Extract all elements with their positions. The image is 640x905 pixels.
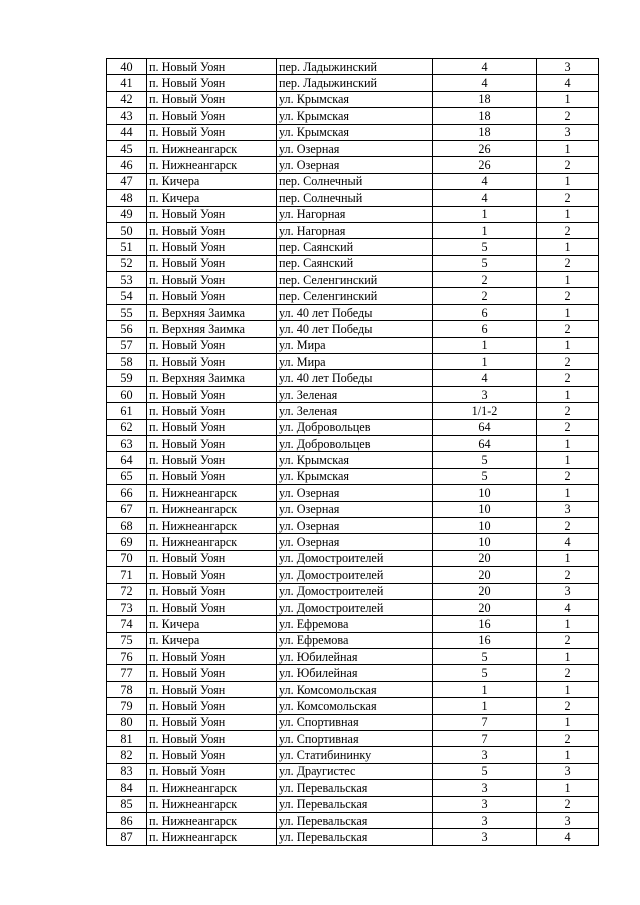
table-row	[107, 173, 599, 189]
apartment-number-cell: 1	[537, 780, 599, 796]
locality-cell: п. Нижнеангарск	[147, 780, 277, 796]
apartment-number-cell: 3	[537, 124, 599, 140]
locality-cell: п. Новый Уоян	[147, 731, 277, 747]
table-row	[107, 812, 599, 828]
locality-cell: п. Нижнеангарск	[147, 812, 277, 828]
apartment-number-cell: 3	[537, 763, 599, 779]
row-number-cell: 58	[107, 354, 147, 370]
house-number-cell: 1	[433, 681, 537, 697]
table-row	[107, 272, 599, 288]
locality-cell: п. Кичера	[147, 616, 277, 632]
row-number-cell: 82	[107, 747, 147, 763]
table-row	[107, 239, 599, 255]
street-cell: ул. Озерная	[277, 157, 433, 173]
locality-cell: п. Новый Уоян	[147, 599, 277, 615]
table-row	[107, 583, 599, 599]
table-row	[107, 763, 599, 779]
apartment-number-cell: 1	[537, 747, 599, 763]
street-cell: ул. Зеленая	[277, 386, 433, 402]
apartment-number-cell: 1	[537, 435, 599, 451]
locality-cell: п. Новый Уоян	[147, 403, 277, 419]
apartment-number-cell: 2	[537, 698, 599, 714]
locality-cell: п. Новый Уоян	[147, 567, 277, 583]
table-row	[107, 665, 599, 681]
house-number-cell: 7	[433, 731, 537, 747]
apartment-number-cell: 2	[537, 796, 599, 812]
apartment-number-cell: 3	[537, 812, 599, 828]
street-cell: ул. Нагорная	[277, 206, 433, 222]
locality-cell: п. Новый Уоян	[147, 468, 277, 484]
row-number-cell: 54	[107, 288, 147, 304]
locality-cell: п. Новый Уоян	[147, 386, 277, 402]
table-row	[107, 288, 599, 304]
house-number-cell: 3	[433, 829, 537, 845]
apartment-number-cell: 2	[537, 665, 599, 681]
street-cell: ул. Перевальская	[277, 796, 433, 812]
row-number-cell: 85	[107, 796, 147, 812]
street-cell: пер. Солнечный	[277, 173, 433, 189]
apartment-number-cell: 1	[537, 206, 599, 222]
apartment-number-cell: 3	[537, 59, 599, 75]
street-cell: ул. Крымская	[277, 452, 433, 468]
street-cell: ул. 40 лет Победы	[277, 370, 433, 386]
table-row	[107, 59, 599, 75]
street-cell: ул. Перевальская	[277, 780, 433, 796]
row-number-cell: 45	[107, 140, 147, 156]
apartment-number-cell: 1	[537, 239, 599, 255]
locality-cell: п. Новый Уоян	[147, 337, 277, 353]
row-number-cell: 52	[107, 255, 147, 271]
row-number-cell: 43	[107, 108, 147, 124]
locality-cell: п. Новый Уоян	[147, 108, 277, 124]
row-number-cell: 80	[107, 714, 147, 730]
apartment-number-cell: 1	[537, 714, 599, 730]
row-number-cell: 67	[107, 501, 147, 517]
locality-cell: п. Новый Уоян	[147, 272, 277, 288]
row-number-cell: 83	[107, 763, 147, 779]
house-number-cell: 6	[433, 321, 537, 337]
apartment-number-cell: 2	[537, 190, 599, 206]
street-cell: ул. Крымская	[277, 108, 433, 124]
apartment-number-cell: 1	[537, 452, 599, 468]
apartment-number-cell: 2	[537, 370, 599, 386]
table-row	[107, 796, 599, 812]
house-number-cell: 7	[433, 714, 537, 730]
apartment-number-cell: 3	[537, 583, 599, 599]
street-cell: пер. Саянский	[277, 239, 433, 255]
table-row	[107, 517, 599, 533]
house-number-cell: 2	[433, 288, 537, 304]
house-number-cell: 10	[433, 501, 537, 517]
house-number-cell: 4	[433, 370, 537, 386]
locality-cell: п. Новый Уоян	[147, 59, 277, 75]
apartment-number-cell: 4	[537, 534, 599, 550]
apartment-number-cell: 1	[537, 173, 599, 189]
apartment-number-cell: 2	[537, 632, 599, 648]
table-row	[107, 403, 599, 419]
row-number-cell: 76	[107, 649, 147, 665]
locality-cell: п. Новый Уоян	[147, 124, 277, 140]
row-number-cell: 68	[107, 517, 147, 533]
house-number-cell: 20	[433, 583, 537, 599]
street-cell: ул. Статибининку	[277, 747, 433, 763]
table-row	[107, 550, 599, 566]
street-cell: пер. Селенгинский	[277, 288, 433, 304]
apartment-number-cell: 2	[537, 157, 599, 173]
row-number-cell: 71	[107, 567, 147, 583]
street-cell: ул. Перевальская	[277, 812, 433, 828]
locality-cell: п. Новый Уоян	[147, 583, 277, 599]
table-row	[107, 255, 599, 271]
house-number-cell: 4	[433, 59, 537, 75]
house-number-cell: 16	[433, 632, 537, 648]
house-number-cell: 26	[433, 157, 537, 173]
house-number-cell: 3	[433, 386, 537, 402]
table-row	[107, 321, 599, 337]
house-number-cell: 4	[433, 75, 537, 91]
table-row	[107, 780, 599, 796]
locality-cell: п. Новый Уоян	[147, 763, 277, 779]
apartment-number-cell: 1	[537, 140, 599, 156]
house-number-cell: 5	[433, 468, 537, 484]
table-row	[107, 304, 599, 320]
address-table	[106, 58, 599, 846]
locality-cell: п. Новый Уоян	[147, 206, 277, 222]
house-number-cell: 18	[433, 108, 537, 124]
row-number-cell: 75	[107, 632, 147, 648]
house-number-cell: 1	[433, 698, 537, 714]
street-cell: пер. Ладыжинский	[277, 59, 433, 75]
house-number-cell: 1	[433, 206, 537, 222]
house-number-cell: 2	[433, 272, 537, 288]
street-cell: ул. Драугистес	[277, 763, 433, 779]
row-number-cell: 81	[107, 731, 147, 747]
apartment-number-cell: 1	[537, 616, 599, 632]
apartment-number-cell: 4	[537, 75, 599, 91]
row-number-cell: 62	[107, 419, 147, 435]
table-row	[107, 75, 599, 91]
house-number-cell: 1	[433, 354, 537, 370]
locality-cell: п. Новый Уоян	[147, 75, 277, 91]
locality-cell: п. Новый Уоян	[147, 747, 277, 763]
street-cell: ул. Домостроителей	[277, 583, 433, 599]
locality-cell: п. Новый Уоян	[147, 91, 277, 107]
table-row	[107, 534, 599, 550]
locality-cell: п. Новый Уоян	[147, 698, 277, 714]
street-cell: ул. Комсомольская	[277, 698, 433, 714]
row-number-cell: 87	[107, 829, 147, 845]
table-row	[107, 354, 599, 370]
table-row	[107, 567, 599, 583]
locality-cell: п. Нижнеангарск	[147, 485, 277, 501]
row-number-cell: 41	[107, 75, 147, 91]
row-number-cell: 78	[107, 681, 147, 697]
locality-cell: п. Нижнеангарск	[147, 157, 277, 173]
locality-cell: п. Кичера	[147, 173, 277, 189]
apartment-number-cell: 4	[537, 599, 599, 615]
house-number-cell: 4	[433, 190, 537, 206]
house-number-cell: 5	[433, 239, 537, 255]
street-cell: ул. Мира	[277, 337, 433, 353]
house-number-cell: 26	[433, 140, 537, 156]
row-number-cell: 48	[107, 190, 147, 206]
apartment-number-cell: 1	[537, 272, 599, 288]
street-cell: ул. Перевальская	[277, 829, 433, 845]
address-table-body	[107, 59, 599, 846]
locality-cell: п. Нижнеангарск	[147, 534, 277, 550]
street-cell: ул. 40 лет Победы	[277, 321, 433, 337]
street-cell: ул. Комсомольская	[277, 681, 433, 697]
row-number-cell: 50	[107, 222, 147, 238]
house-number-cell: 20	[433, 550, 537, 566]
house-number-cell: 20	[433, 567, 537, 583]
apartment-number-cell: 2	[537, 354, 599, 370]
house-number-cell: 6	[433, 304, 537, 320]
locality-cell: п. Новый Уоян	[147, 714, 277, 730]
house-number-cell: 5	[433, 665, 537, 681]
house-number-cell: 1	[433, 222, 537, 238]
row-number-cell: 74	[107, 616, 147, 632]
table-row	[107, 386, 599, 402]
locality-cell: п. Нижнеангарск	[147, 517, 277, 533]
street-cell: пер. Ладыжинский	[277, 75, 433, 91]
apartment-number-cell: 2	[537, 403, 599, 419]
street-cell: ул. Мира	[277, 354, 433, 370]
locality-cell: п. Новый Уоян	[147, 288, 277, 304]
street-cell: ул. Добровольцев	[277, 419, 433, 435]
row-number-cell: 84	[107, 780, 147, 796]
locality-cell: п. Новый Уоян	[147, 239, 277, 255]
apartment-number-cell: 1	[537, 485, 599, 501]
table-row	[107, 616, 599, 632]
apartment-number-cell: 1	[537, 649, 599, 665]
house-number-cell: 3	[433, 812, 537, 828]
apartment-number-cell: 2	[537, 731, 599, 747]
apartment-number-cell: 1	[537, 681, 599, 697]
house-number-cell: 10	[433, 534, 537, 550]
house-number-cell: 64	[433, 435, 537, 451]
house-number-cell: 5	[433, 452, 537, 468]
row-number-cell: 49	[107, 206, 147, 222]
apartment-number-cell: 1	[537, 304, 599, 320]
table-row	[107, 452, 599, 468]
locality-cell: п. Новый Уоян	[147, 354, 277, 370]
house-number-cell: 5	[433, 763, 537, 779]
street-cell: ул. Озерная	[277, 534, 433, 550]
table-row	[107, 649, 599, 665]
table-row	[107, 337, 599, 353]
table-row	[107, 206, 599, 222]
street-cell: ул. Озерная	[277, 501, 433, 517]
street-cell: пер. Селенгинский	[277, 272, 433, 288]
apartment-number-cell: 2	[537, 419, 599, 435]
row-number-cell: 42	[107, 91, 147, 107]
locality-cell: п. Новый Уоян	[147, 255, 277, 271]
street-cell: ул. Домостроителей	[277, 599, 433, 615]
row-number-cell: 65	[107, 468, 147, 484]
row-number-cell: 47	[107, 173, 147, 189]
locality-cell: п. Верхняя Заимка	[147, 321, 277, 337]
street-cell: пер. Саянский	[277, 255, 433, 271]
house-number-cell: 16	[433, 616, 537, 632]
apartment-number-cell: 2	[537, 108, 599, 124]
row-number-cell: 66	[107, 485, 147, 501]
street-cell: ул. Озерная	[277, 140, 433, 156]
apartment-number-cell: 2	[537, 517, 599, 533]
table-row	[107, 829, 599, 845]
street-cell: ул. Юбилейная	[277, 665, 433, 681]
street-cell: ул. Крымская	[277, 468, 433, 484]
house-number-cell: 20	[433, 599, 537, 615]
street-cell: ул. Добровольцев	[277, 435, 433, 451]
row-number-cell: 72	[107, 583, 147, 599]
locality-cell: п. Новый Уоян	[147, 452, 277, 468]
row-number-cell: 77	[107, 665, 147, 681]
row-number-cell: 64	[107, 452, 147, 468]
row-number-cell: 51	[107, 239, 147, 255]
apartment-number-cell: 1	[537, 91, 599, 107]
row-number-cell: 40	[107, 59, 147, 75]
table-row	[107, 91, 599, 107]
apartment-number-cell: 2	[537, 288, 599, 304]
table-row	[107, 370, 599, 386]
table-row	[107, 222, 599, 238]
row-number-cell: 86	[107, 812, 147, 828]
house-number-cell: 10	[433, 485, 537, 501]
house-number-cell: 18	[433, 91, 537, 107]
house-number-cell: 1/1-2	[433, 403, 537, 419]
street-cell: ул. 40 лет Победы	[277, 304, 433, 320]
house-number-cell: 64	[433, 419, 537, 435]
street-cell: ул. Озерная	[277, 517, 433, 533]
locality-cell: п. Нижнеангарск	[147, 140, 277, 156]
house-number-cell: 10	[433, 517, 537, 533]
locality-cell: п. Кичера	[147, 632, 277, 648]
apartment-number-cell: 2	[537, 255, 599, 271]
house-number-cell: 3	[433, 780, 537, 796]
row-number-cell: 73	[107, 599, 147, 615]
locality-cell: п. Новый Уоян	[147, 665, 277, 681]
street-cell: ул. Спортивная	[277, 714, 433, 730]
row-number-cell: 60	[107, 386, 147, 402]
row-number-cell: 55	[107, 304, 147, 320]
table-row	[107, 485, 599, 501]
row-number-cell: 56	[107, 321, 147, 337]
row-number-cell: 63	[107, 435, 147, 451]
apartment-number-cell: 1	[537, 386, 599, 402]
table-row	[107, 599, 599, 615]
house-number-cell: 3	[433, 747, 537, 763]
row-number-cell: 61	[107, 403, 147, 419]
table-row	[107, 698, 599, 714]
locality-cell: п. Новый Уоян	[147, 550, 277, 566]
locality-cell: п. Верхняя Заимка	[147, 370, 277, 386]
apartment-number-cell: 2	[537, 468, 599, 484]
street-cell: ул. Домостроителей	[277, 567, 433, 583]
table-row	[107, 468, 599, 484]
apartment-number-cell: 2	[537, 567, 599, 583]
locality-cell: п. Новый Уоян	[147, 222, 277, 238]
apartment-number-cell: 1	[537, 550, 599, 566]
row-number-cell: 59	[107, 370, 147, 386]
street-cell: ул. Юбилейная	[277, 649, 433, 665]
row-number-cell: 70	[107, 550, 147, 566]
table-row	[107, 419, 599, 435]
table-row	[107, 108, 599, 124]
house-number-cell: 3	[433, 796, 537, 812]
street-cell: ул. Озерная	[277, 485, 433, 501]
locality-cell: п. Новый Уоян	[147, 649, 277, 665]
street-cell: пер. Солнечный	[277, 190, 433, 206]
table-row	[107, 435, 599, 451]
row-number-cell: 46	[107, 157, 147, 173]
street-cell: ул. Крымская	[277, 91, 433, 107]
house-number-cell: 4	[433, 173, 537, 189]
street-cell: ул. Зеленая	[277, 403, 433, 419]
house-number-cell: 5	[433, 255, 537, 271]
street-cell: ул. Крымская	[277, 124, 433, 140]
apartment-number-cell: 4	[537, 829, 599, 845]
table-row	[107, 731, 599, 747]
apartment-number-cell: 1	[537, 337, 599, 353]
row-number-cell: 53	[107, 272, 147, 288]
locality-cell: п. Нижнеангарск	[147, 501, 277, 517]
table-row	[107, 747, 599, 763]
table-row	[107, 124, 599, 140]
street-cell: ул. Спортивная	[277, 731, 433, 747]
locality-cell: п. Новый Уоян	[147, 419, 277, 435]
row-number-cell: 44	[107, 124, 147, 140]
locality-cell: п. Новый Уоян	[147, 435, 277, 451]
table-row	[107, 681, 599, 697]
table-row	[107, 714, 599, 730]
house-number-cell: 18	[433, 124, 537, 140]
table-row	[107, 157, 599, 173]
apartment-number-cell: 2	[537, 321, 599, 337]
table-row	[107, 632, 599, 648]
table-row	[107, 501, 599, 517]
table-row	[107, 140, 599, 156]
locality-cell: п. Нижнеангарск	[147, 796, 277, 812]
street-cell: ул. Ефремова	[277, 616, 433, 632]
house-number-cell: 5	[433, 649, 537, 665]
street-cell: ул. Ефремова	[277, 632, 433, 648]
apartment-number-cell: 2	[537, 222, 599, 238]
apartment-number-cell: 3	[537, 501, 599, 517]
street-cell: ул. Нагорная	[277, 222, 433, 238]
street-cell: ул. Домостроителей	[277, 550, 433, 566]
row-number-cell: 69	[107, 534, 147, 550]
locality-cell: п. Новый Уоян	[147, 681, 277, 697]
house-number-cell: 1	[433, 337, 537, 353]
locality-cell: п. Нижнеангарск	[147, 829, 277, 845]
table-row	[107, 190, 599, 206]
row-number-cell: 57	[107, 337, 147, 353]
locality-cell: п. Кичера	[147, 190, 277, 206]
row-number-cell: 79	[107, 698, 147, 714]
locality-cell: п. Верхняя Заимка	[147, 304, 277, 320]
